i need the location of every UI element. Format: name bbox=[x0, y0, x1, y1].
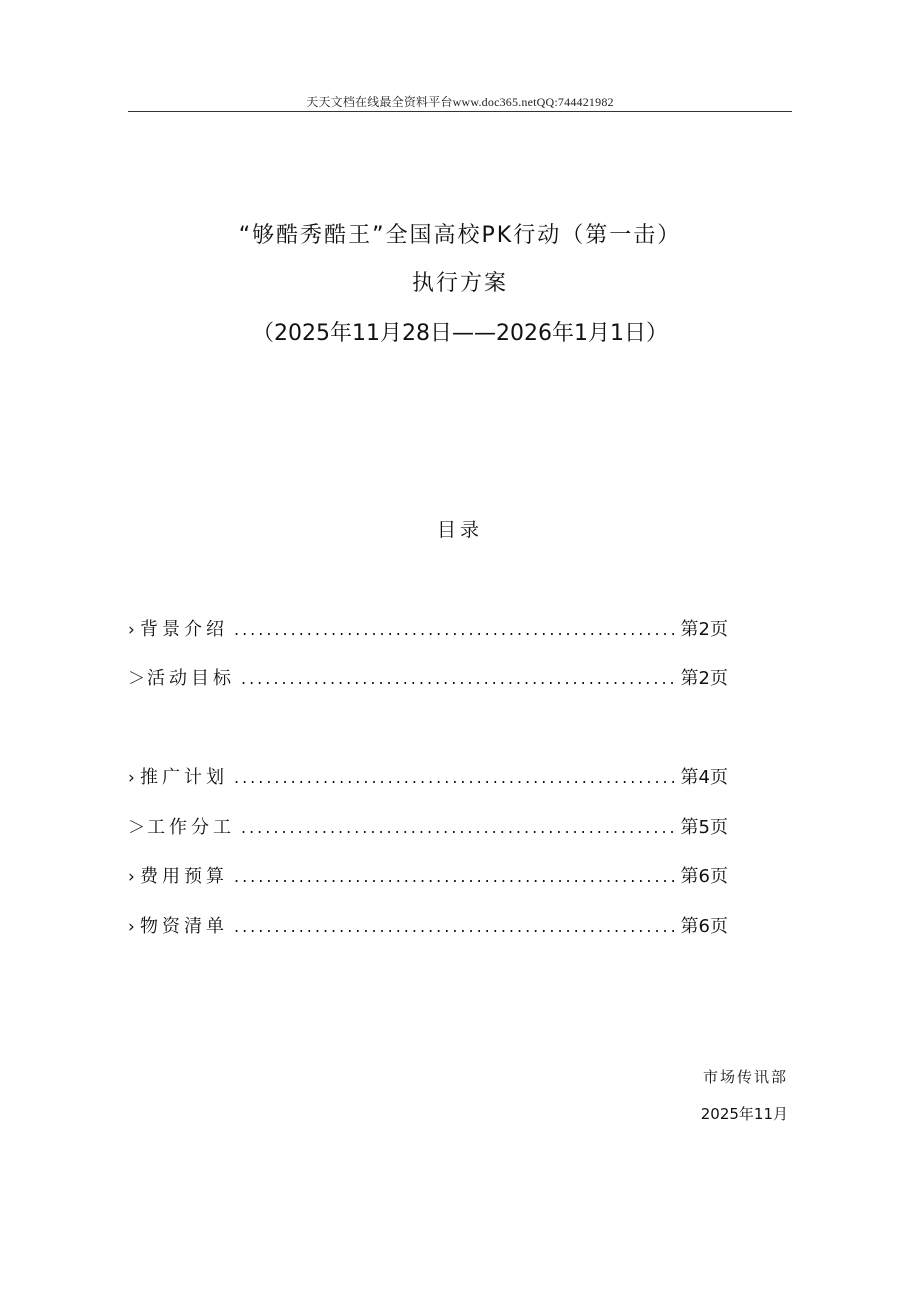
toc-bullet-icon: › bbox=[128, 867, 135, 887]
toc-leader-dots bbox=[241, 818, 677, 837]
toc-bullet-icon: ＞ bbox=[128, 669, 145, 689]
toc-entry-label: 费用预算 bbox=[140, 866, 228, 887]
toc-leader-dots bbox=[234, 867, 677, 886]
footer-department: 市场传讯部 bbox=[702, 1068, 788, 1086]
toc-leader-dots bbox=[234, 917, 677, 936]
toc-entry-label: 工作分工 bbox=[147, 817, 235, 838]
document-title: “够酷秀酷王”全国高校PK行动（第一击） bbox=[238, 223, 682, 248]
footer-date: 2025年11月 bbox=[700, 1105, 788, 1123]
toc-entry-label: 物资清单 bbox=[140, 916, 228, 937]
toc-heading: 目录 bbox=[436, 519, 483, 541]
toc-entry-division[interactable] bbox=[128, 813, 728, 839]
toc-bullet-icon: › bbox=[128, 917, 135, 937]
toc-bullet-icon: ＞ bbox=[128, 818, 145, 838]
header-divider bbox=[128, 111, 792, 112]
toc-bullet-icon: › bbox=[128, 620, 135, 640]
toc-entry-label: 背景介绍 bbox=[140, 619, 228, 640]
toc-entry-page: 第2页 bbox=[680, 668, 728, 689]
toc-bullet-icon: › bbox=[128, 768, 135, 788]
document-date-range: （2025年11月28日——2026年1月1日） bbox=[252, 321, 668, 346]
toc-entry-page: 第6页 bbox=[680, 916, 728, 937]
toc-entry-page: 第2页 bbox=[680, 619, 728, 640]
toc-leader-dots bbox=[234, 620, 677, 639]
toc-entry-budget[interactable] bbox=[128, 862, 728, 888]
toc-entry-goals[interactable] bbox=[128, 664, 728, 690]
toc-entry-label: 活动目标 bbox=[147, 668, 235, 689]
toc-leader-dots bbox=[234, 768, 677, 787]
document-subtitle: 执行方案 bbox=[411, 271, 508, 296]
page-header-text: 天天文档在线最全资料平台www.doc365.netQQ:744421982 bbox=[306, 95, 614, 109]
toc-entry-background[interactable] bbox=[128, 615, 728, 641]
toc-entry-label: 推广计划 bbox=[140, 767, 228, 788]
toc-entry-promotion[interactable] bbox=[128, 763, 728, 789]
toc-entry-page: 第4页 bbox=[680, 767, 728, 788]
toc-entry-page: 第6页 bbox=[680, 866, 728, 887]
toc-leader-dots bbox=[241, 669, 677, 688]
toc-entry-page: 第5页 bbox=[680, 817, 728, 838]
toc-entry-materials[interactable] bbox=[128, 912, 728, 938]
